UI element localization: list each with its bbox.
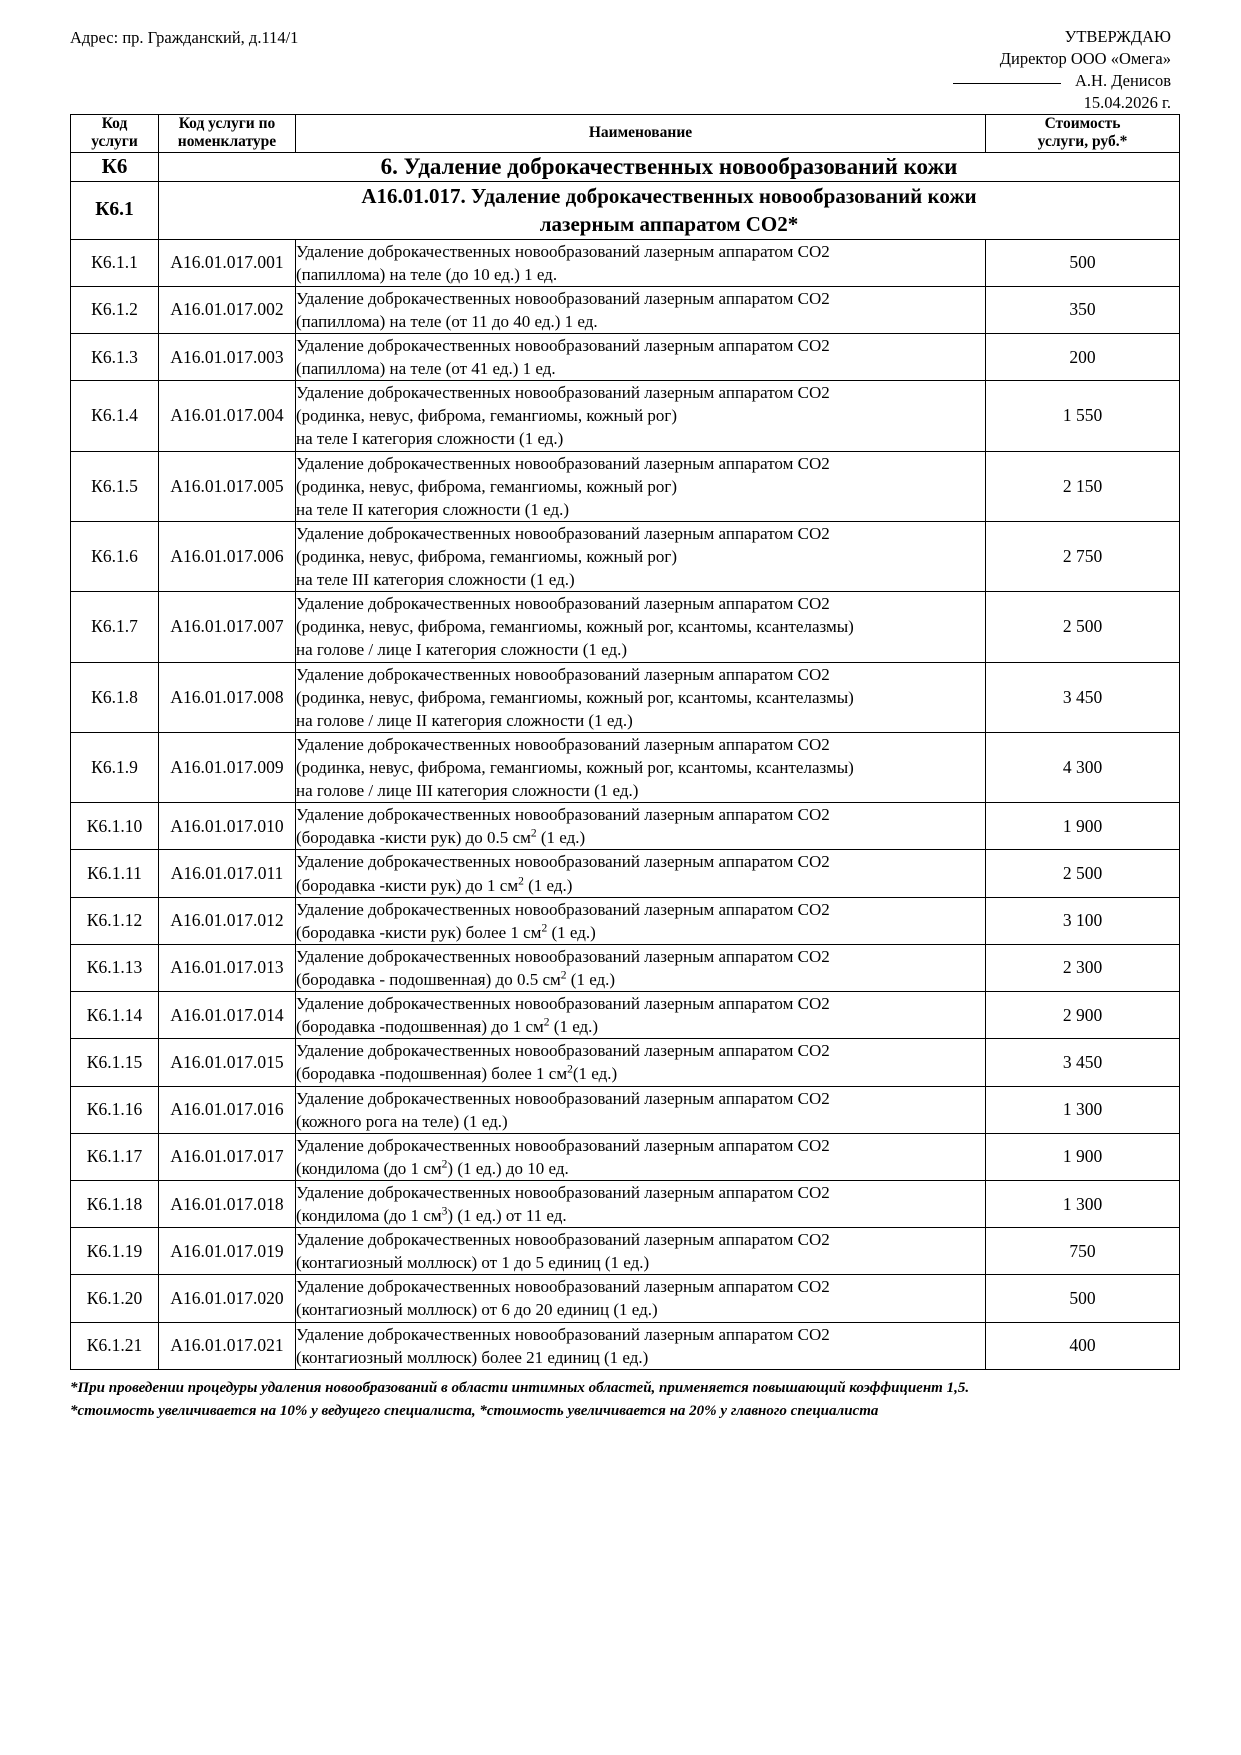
service-price: 500 [986, 1275, 1180, 1322]
service-code: К6.1.18 [71, 1180, 159, 1227]
unit-exponent: 2 [441, 1157, 448, 1171]
service-code: К6.1.1 [71, 239, 159, 286]
service-name [296, 521, 986, 591]
nomenclature-code: А16.01.017.012 [159, 897, 296, 944]
col-header-service-code [71, 115, 159, 153]
service-name [296, 1133, 986, 1180]
service-name-line: на голове / лице II категория сложности (1 ед.) [296, 710, 633, 730]
table-row [71, 850, 1180, 897]
service-name-line: Удаление доброкачественных новообразований лазерным аппаратом СО2 [296, 453, 830, 473]
service-name-line: Удаление доброкачественных новообразований лазерным аппаратом СО2 [296, 734, 830, 754]
approval-block [953, 26, 1179, 114]
table-row [71, 803, 1180, 850]
table-row [71, 1133, 1180, 1180]
service-code: К6.1.17 [71, 1133, 159, 1180]
service-name-line [296, 1015, 985, 1038]
service-name-line: (папиллома) на теле (от 11 до 40 ед.) 1 ед. [296, 311, 598, 331]
approval-date: 15.04.2026 г. [1083, 92, 1171, 112]
service-code: К6.1.15 [71, 1039, 159, 1086]
footnotes [70, 1377, 1179, 1424]
unit-exponent: 3 [441, 1204, 448, 1218]
service-name [296, 286, 986, 333]
col-header-nomenclature-code [159, 115, 296, 153]
service-name-text: (бородавка -подошвенная) до 1 см [296, 1017, 544, 1037]
table-row [71, 1086, 1180, 1133]
unit-exponent: 2 [567, 1062, 573, 1076]
table-row [71, 286, 1180, 333]
table-row [71, 944, 1180, 991]
col-header-price [986, 115, 1180, 153]
table-row [71, 239, 1180, 286]
table-row [71, 732, 1180, 802]
service-name-line: (контагиозный моллюск) более 21 единиц (1 ед.) [296, 1347, 649, 1367]
nomenclature-code: А16.01.017.001 [159, 239, 296, 286]
col-header-name: Наименование [296, 115, 986, 153]
service-name-line: на теле II категория сложности (1 ед.) [296, 499, 570, 519]
service-name-line: Удаление доброкачественных новообразований лазерным аппаратом СО2 [296, 1277, 830, 1297]
nomenclature-code: А16.01.017.016 [159, 1086, 296, 1133]
col-header-nomenclature-line2: номенклатуре [177, 133, 277, 151]
service-name-line: (контагиозный моллюск) от 1 до 5 единиц (1 ед.) [296, 1253, 650, 1273]
service-name-text-tail: (1 ед.) [523, 875, 573, 895]
service-name-text: (кондилома (до 1 см [296, 1158, 442, 1178]
service-name [296, 850, 986, 897]
service-code: К6.1.21 [71, 1322, 159, 1369]
service-name [296, 1039, 986, 1086]
table-head [71, 115, 1180, 153]
subsection-row [71, 182, 1180, 239]
service-name [296, 1322, 986, 1369]
table-row [71, 592, 1180, 662]
nomenclature-code: А16.01.017.019 [159, 1228, 296, 1275]
service-name-line [296, 1204, 985, 1227]
service-name [296, 239, 986, 286]
service-price: 1 300 [986, 1180, 1180, 1227]
table-row [71, 451, 1180, 521]
service-code: К6.1.12 [71, 897, 159, 944]
service-name-text-tail: (1 ед.) [566, 969, 616, 989]
signer-name: А.Н. Денисов [1074, 70, 1171, 90]
document-header [70, 26, 1179, 112]
service-name-line: Удаление доброкачественных новообразований лазерным аппаратом СО2 [296, 852, 830, 872]
col-header-nomenclature-line1: Код услуги по [178, 115, 276, 132]
service-name-line [296, 921, 985, 944]
service-name-line: (родинка, невус, фиброма, гемангиомы, кожный рог) [296, 476, 678, 496]
service-name-line: (папиллома) на теле (от 41 ед.) 1 ед. [296, 359, 556, 379]
service-code: К6.1.6 [71, 521, 159, 591]
service-code: К6.1.19 [71, 1228, 159, 1275]
table-body [71, 152, 1180, 1369]
nomenclature-code: А16.01.017.010 [159, 803, 296, 850]
nomenclature-code: А16.01.017.006 [159, 521, 296, 591]
service-price: 2 500 [986, 592, 1180, 662]
service-price: 350 [986, 286, 1180, 333]
subsection-title-line2: лазерным аппаратом СО2* [539, 212, 799, 237]
service-price: 3 450 [986, 662, 1180, 732]
nomenclature-code: А16.01.017.017 [159, 1133, 296, 1180]
footnote-1: *При проведении процедуры удаления новообразований в области интимных областей, применяется повышающий коэффициент 1,5. [70, 1379, 970, 1396]
service-name-line: на теле I категория сложности (1 ед.) [296, 429, 564, 449]
service-price: 4 300 [986, 732, 1180, 802]
table-row [71, 1039, 1180, 1086]
service-name [296, 1275, 986, 1322]
table-row [71, 1180, 1180, 1227]
nomenclature-code: А16.01.017.003 [159, 334, 296, 381]
service-price: 200 [986, 334, 1180, 381]
service-price: 3 450 [986, 1039, 1180, 1086]
service-name-line: Удаление доброкачественных новообразований лазерным аппаратом СО2 [296, 1182, 830, 1202]
header-row [71, 115, 1180, 153]
service-name-line: на голове / лице I категория сложности (1 ед.) [296, 640, 628, 660]
table-row [71, 662, 1180, 732]
service-name-text: (бородавка -подошвенная) более 1 см [296, 1064, 568, 1084]
service-price: 1 900 [986, 1133, 1180, 1180]
footnote-2: *стоимость увеличивается на 10% у ведущего специалиста, *стоимость увеличивается на 20% у главного специалиста [70, 1403, 879, 1420]
nomenclature-code: А16.01.017.013 [159, 944, 296, 991]
service-name-line: Удаление доброкачественных новообразований лазерным аппаратом СО2 [296, 994, 830, 1014]
service-name [296, 1180, 986, 1227]
nomenclature-code: А16.01.017.021 [159, 1322, 296, 1369]
service-name-line [296, 1157, 985, 1180]
table-row [71, 1322, 1180, 1369]
service-name-line: (родинка, невус, фиброма, гемангиомы, кожный рог) [296, 546, 678, 566]
table-row [71, 1228, 1180, 1275]
service-code: К6.1.14 [71, 992, 159, 1039]
service-price: 2 750 [986, 521, 1180, 591]
service-name-line: Удаление доброкачественных новообразований лазерным аппаратом СО2 [296, 899, 830, 919]
table-row [71, 1275, 1180, 1322]
service-name-text: (бородавка - подошвенная) до 0.5 см [296, 969, 561, 989]
service-name-line: (родинка, невус, фиброма, гемангиомы, кожный рог, ксантомы, ксантелазмы) [296, 617, 854, 637]
table-row [71, 897, 1180, 944]
service-name-text: (бородавка -кисти рук) более 1 см [296, 922, 542, 942]
service-name-text-tail: (1 ед.) [536, 828, 586, 848]
signature-line [953, 83, 1061, 84]
service-code: К6.1.4 [71, 381, 159, 451]
service-name-line: Удаление доброкачественных новообразований лазерным аппаратом СО2 [296, 336, 830, 355]
service-price: 2 900 [986, 992, 1180, 1039]
unit-exponent: 2 [518, 873, 524, 887]
nomenclature-code: А16.01.017.005 [159, 451, 296, 521]
service-name-line: (кожного рога на теле) (1 ед.) [296, 1111, 508, 1131]
service-name-text: (бородавка -кисти рук) до 1 см [296, 875, 519, 895]
service-name-text-tail: (1 ед.) [547, 922, 596, 942]
service-name-line: Удаление доброкачественных новообразований лазерным аппаратом СО2 [296, 383, 830, 403]
section-row [71, 152, 1180, 182]
col-header-service-code-line2: услуги [91, 133, 138, 151]
unit-exponent: 2 [530, 826, 537, 840]
service-price: 750 [986, 1228, 1180, 1275]
service-name [296, 732, 986, 802]
service-name-line: на голове / лице III категория сложности (1 ед.) [296, 781, 639, 801]
col-header-price-line2: услуги, руб.* [1037, 133, 1128, 151]
col-header-service-code-line1: Код [101, 115, 128, 132]
service-name-line: (папиллома) на теле (до 10 ед.) 1 ед. [296, 264, 558, 284]
service-name-line: Удаление доброкачественных новообразований лазерным аппаратом СО2 [296, 1041, 830, 1061]
service-name-text-tail: ) (1 ед.) до 10 ед. [447, 1158, 569, 1178]
price-list-table [70, 114, 1180, 1370]
service-name-line: (родинка, невус, фиброма, гемангиомы, кожный рог, ксантомы, ксантелазмы) [296, 687, 854, 707]
service-name [296, 662, 986, 732]
service-code: К6.1.20 [71, 1275, 159, 1322]
nomenclature-code: А16.01.017.011 [159, 850, 296, 897]
service-name-line: Удаление доброкачественных новообразований лазерным аппаратом СО2 [296, 1135, 830, 1155]
service-name [296, 334, 986, 381]
service-name-line: Удаление доброкачественных новообразований лазерным аппаратом СО2 [296, 594, 830, 614]
service-name-line: Удаление доброкачественных новообразований лазерным аппаратом СО2 [296, 1230, 830, 1250]
service-price: 1 550 [986, 381, 1180, 451]
service-price: 2 300 [986, 944, 1180, 991]
service-name-text: (бородавка -кисти рук) до 0.5 см [296, 828, 531, 848]
service-code: К6.1.3 [71, 334, 159, 381]
service-name-line: Удаление доброкачественных новообразований лазерным аппаратом СО2 [296, 288, 830, 308]
approval-word: УТВЕРЖДАЮ [1064, 27, 1171, 46]
subsection-title-line1: А16.01.017. Удаление доброкачественных новообразований кожи [361, 184, 977, 209]
service-price: 1 300 [986, 1086, 1180, 1133]
service-name-line: Удаление доброкачественных новообразований лазерным аппаратом СО2 [296, 1088, 830, 1108]
service-price: 3 100 [986, 897, 1180, 944]
service-name-line: Удаление доброкачественных новообразований лазерным аппаратом СО2 [296, 805, 830, 825]
service-code: К6.1.7 [71, 592, 159, 662]
service-name [296, 381, 986, 451]
director-title: Директор ООО «Омега» [999, 48, 1171, 68]
signature-line-row [953, 70, 1171, 92]
service-name-line: (родинка, невус, фиброма, гемангиомы, кожный рог, ксантомы, ксантелазмы) [296, 757, 854, 777]
nomenclature-code: А16.01.017.004 [159, 381, 296, 451]
service-name-text-tail: (1 ед.) [549, 1017, 599, 1037]
unit-exponent: 2 [541, 921, 548, 935]
service-name-text-tail: (1 ед.) [572, 1064, 618, 1084]
subsection-code: К6.1 [71, 182, 159, 239]
subsection-title [159, 182, 1180, 239]
nomenclature-code: А16.01.017.007 [159, 592, 296, 662]
service-name [296, 1228, 986, 1275]
nomenclature-code: А16.01.017.018 [159, 1180, 296, 1227]
service-price: 400 [986, 1322, 1180, 1369]
service-code: К6.1.10 [71, 803, 159, 850]
service-price: 2 500 [986, 850, 1180, 897]
nomenclature-code: А16.01.017.002 [159, 286, 296, 333]
service-name [296, 1086, 986, 1133]
service-code: К6.1.13 [71, 944, 159, 991]
service-name [296, 944, 986, 991]
service-name-text-tail: ) (1 ед.) от 11 ед. [447, 1206, 567, 1226]
service-name [296, 592, 986, 662]
table-row [71, 381, 1180, 451]
service-name-line: Удаление доброкачественных новообразований лазерным аппаратом СО2 [296, 523, 830, 543]
table-row [71, 992, 1180, 1039]
service-name-text: (кондилома (до 1 см [296, 1206, 442, 1226]
service-name-line [296, 968, 985, 991]
service-name [296, 897, 986, 944]
service-name-line: на теле III категория сложности (1 ед.) [296, 570, 575, 590]
service-name [296, 992, 986, 1039]
service-price: 500 [986, 239, 1180, 286]
service-name-line [296, 1062, 985, 1085]
nomenclature-code: А16.01.017.009 [159, 732, 296, 802]
service-code: К6.1.11 [71, 850, 159, 897]
clinic-address: Адрес: пр. Гражданский, д.114/1 [70, 28, 299, 47]
service-name [296, 451, 986, 521]
service-code: К6.1.8 [71, 662, 159, 732]
nomenclature-code: А16.01.017.008 [159, 662, 296, 732]
service-code: К6.1.16 [71, 1086, 159, 1133]
service-code: К6.1.2 [71, 286, 159, 333]
nomenclature-code: А16.01.017.015 [159, 1039, 296, 1086]
service-price: 2 150 [986, 451, 1180, 521]
service-code: К6.1.5 [71, 451, 159, 521]
section-title: 6. Удаление доброкачественных новообразований кожи [159, 152, 1180, 182]
service-price: 1 900 [986, 803, 1180, 850]
service-name-line: Удаление доброкачественных новообразований лазерным аппаратом СО2 [296, 241, 830, 261]
table-row [71, 521, 1180, 591]
table-row [71, 334, 1180, 381]
unit-exponent: 2 [560, 968, 567, 982]
section-code: К6 [71, 152, 159, 182]
unit-exponent: 2 [543, 1015, 550, 1029]
nomenclature-code: А16.01.017.020 [159, 1275, 296, 1322]
service-name-line: (контагиозный моллюск) от 6 до 20 единиц (1 ед.) [296, 1300, 658, 1320]
service-name-line: Удаление доброкачественных новообразований лазерным аппаратом СО2 [296, 1324, 830, 1344]
service-name-line: Удаление доброкачественных новообразований лазерным аппаратом СО2 [296, 946, 830, 966]
service-name-line: (родинка, невус, фиброма, гемангиомы, кожный рог) [296, 406, 678, 426]
service-name-line [296, 874, 985, 897]
service-name [296, 803, 986, 850]
col-header-price-line1: Стоимость [1044, 115, 1121, 132]
service-code: К6.1.9 [71, 732, 159, 802]
service-name-line [296, 826, 985, 849]
service-name-line: Удаление доброкачественных новообразований лазерным аппаратом СО2 [296, 664, 830, 684]
nomenclature-code: А16.01.017.014 [159, 992, 296, 1039]
